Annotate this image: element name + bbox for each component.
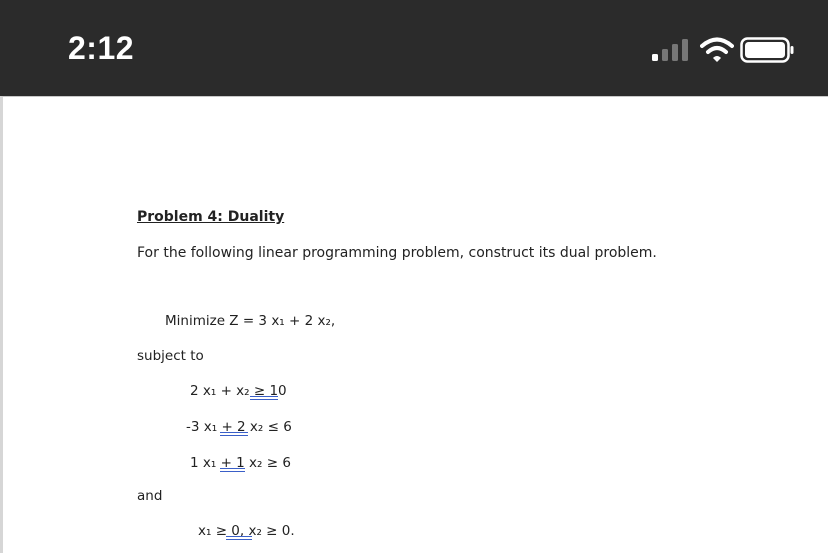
- spellcheck-underline: [220, 468, 245, 472]
- subject-to-label: subject to: [137, 348, 204, 364]
- status-bar: [0, 0, 828, 96]
- constraint-2: -3 x₁ + 2 x₂ ≤ 6: [186, 419, 292, 435]
- constraint-1: 2 x₁ + x₂ ≥ 10: [190, 383, 287, 399]
- spellcheck-underline: [220, 432, 248, 436]
- spellcheck-underline: [226, 536, 252, 540]
- spellcheck-underline: [250, 396, 278, 400]
- clock: 2:12: [68, 30, 135, 66]
- objective-function: Minimize Z = 3 x₁ + 2 x₂,: [165, 313, 336, 329]
- problem-intro: For the following linear programming problem, construct its dual problem.: [137, 245, 657, 261]
- constraint-3: 1 x₁ + 1 x₂ ≥ 6: [190, 455, 291, 471]
- signal-icon: [652, 39, 692, 61]
- wifi-icon: [700, 37, 734, 63]
- battery-icon: [740, 37, 794, 63]
- and-label: and: [137, 488, 163, 504]
- document-page: [0, 96, 828, 553]
- problem-title: Problem 4: Duality: [137, 209, 285, 225]
- nonnegativity-constraint: x₁ ≥ 0, x₂ ≥ 0.: [198, 523, 295, 539]
